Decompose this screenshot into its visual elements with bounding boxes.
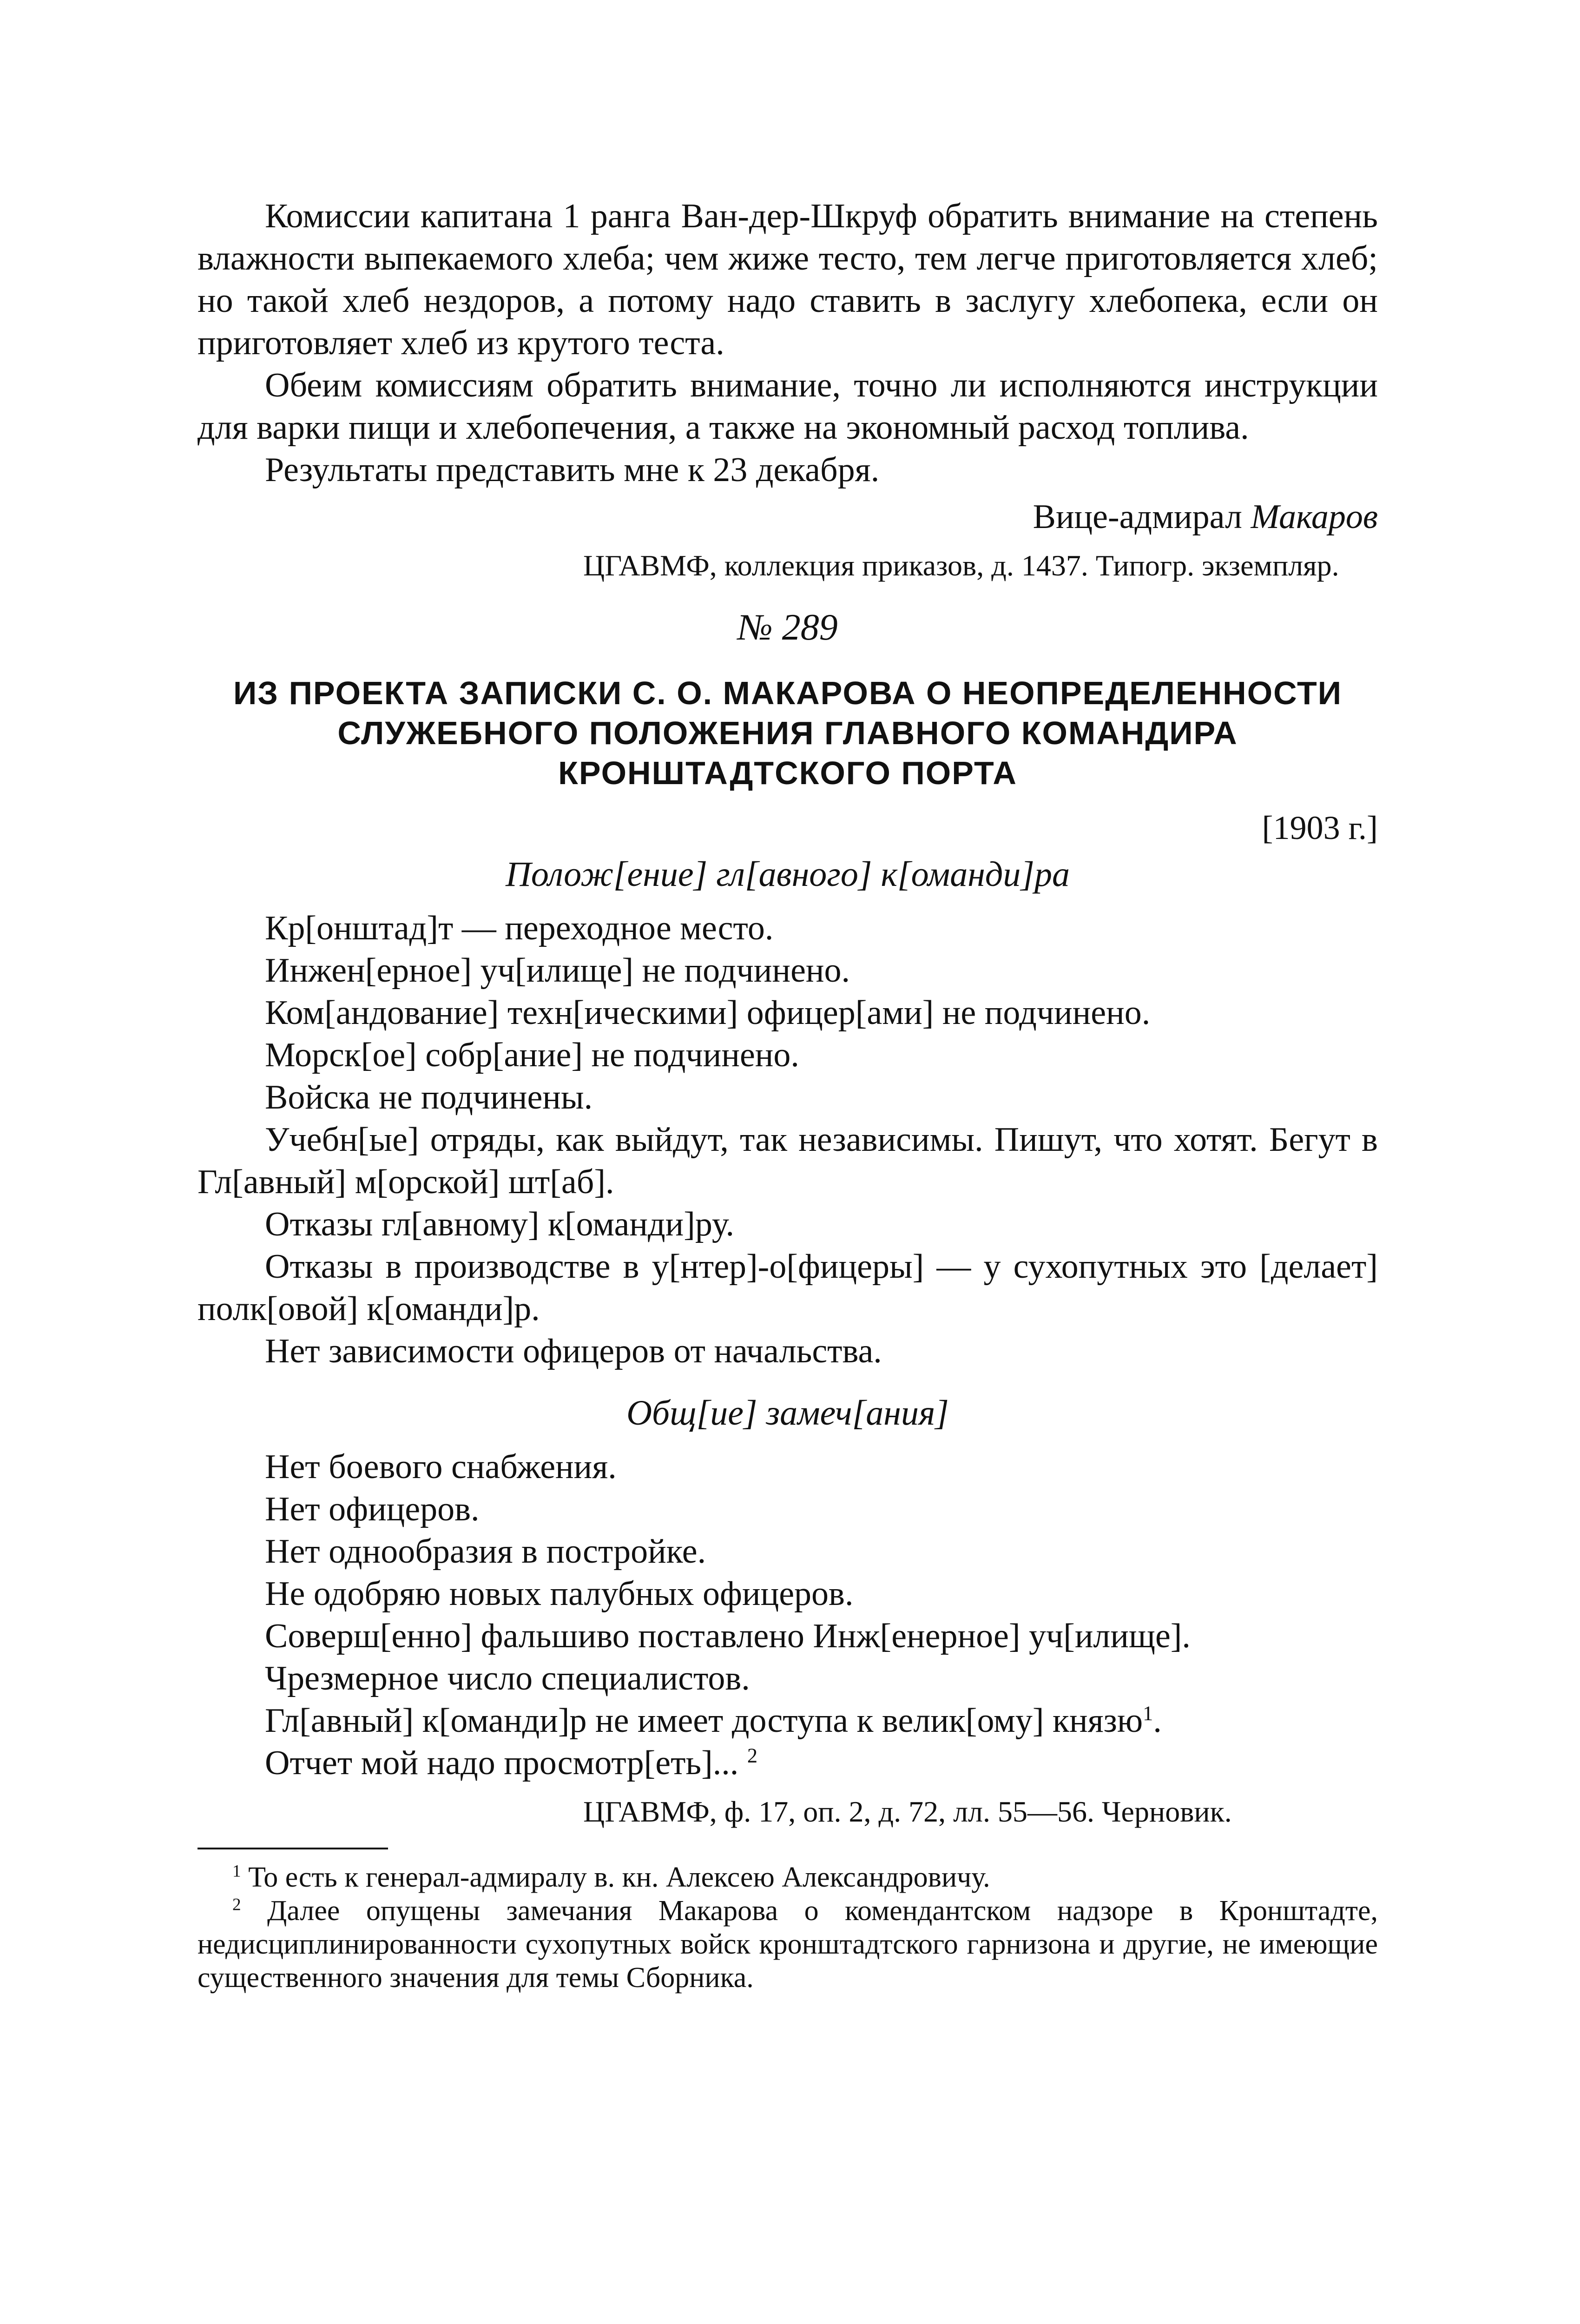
- archive-source-2: ЦГАВМФ, ф. 17, оп. 2, д. 72, лл. 55—56. Черновик.: [583, 1795, 1232, 1828]
- section-1-line: Инжен[ерное] уч[илище] не подчинено.: [265, 951, 850, 990]
- document-date: [1903 г.]: [1262, 809, 1378, 846]
- archive-source-1: ЦГАВМФ, коллекция приказов, д. 1437. Типогр. экземпляр.: [583, 549, 1339, 582]
- document-title: [198, 673, 1378, 793]
- section-1-paragraph: Отказы в производстве в у[нтер]-о[фицеры] — у сухопутных это [делает] полк[овой] к[оманди]р.: [198, 1248, 1378, 1328]
- section-2-line: Нет боевого снабжения.: [265, 1448, 617, 1486]
- section-2-line: Не одобряю новых палубных офицеров.: [265, 1575, 854, 1613]
- section-1-line: Кр[онштад]т — переходное место.: [265, 909, 774, 947]
- section-1-line: Нет зависимости офицеров от начальства.: [265, 1332, 882, 1370]
- document-number: № 289: [737, 607, 838, 648]
- intro-section: [198, 195, 1378, 491]
- footnote-text: Далее опущены замечания Макарова о комендантском надзоре в Кронштадте, недисциплинированности сухопутных войск кронштадтского гарнизона и другие, не имеющие существенного значения для темы Сборника.: [198, 1895, 1378, 1994]
- intro-paragraph-1: Комиссии капитана 1 ранга Ван-дер-Шкруф обратить внимание на степень влажности выпекаемого хлеба; чем жиже тесто, тем легче приготовляется хлеб; но такой хлеб нездоров, а потому надо ставить в заслугу хлебопека, если он приготовляет хлеб из крутого теста.: [198, 197, 1378, 362]
- section-1-paragraph: Учебн[ые] отряды, как выйдут, так независимы. Пишут, что хотят. Бегут в Гл[авный] м[орской] шт[аб].: [198, 1121, 1378, 1201]
- footnote-text: То есть к генерал-адмиралу в. кн. Алексею Александровичу.: [241, 1862, 990, 1893]
- section-1-line: Морск[ое] собр[ание] не подчинено.: [265, 1036, 799, 1074]
- footnote-mark: 1: [232, 1862, 241, 1881]
- section-2-line-text: Гл[авный] к[оманди]р не имеет доступа к велик[ому] князю: [265, 1702, 1143, 1740]
- section-2-line: Соверш[енно] фальшиво поставлено Инж[енерное] уч[илище].: [265, 1617, 1191, 1655]
- footnote-1: [198, 1861, 1378, 1894]
- footnote-mark: 2: [232, 1895, 241, 1915]
- title-line-1: ИЗ ПРОЕКТА ЗАПИСКИ С. О. МАКАРОВА О НЕОПРЕДЕЛЕННОСТИ: [233, 675, 1343, 711]
- footnote-2: [198, 1894, 1378, 1994]
- signature: [198, 496, 1378, 538]
- footnote-ref-1: 1: [1143, 1701, 1153, 1725]
- section-heading-2: Общ[ие] замеч[ания]: [626, 1393, 949, 1433]
- signature-rank: Вице-адмирал: [1033, 498, 1251, 536]
- section-2-line: [198, 1742, 1378, 1784]
- section-1: [198, 907, 1378, 1373]
- footnotes: [198, 1861, 1378, 1994]
- footnote-ref-2: 2: [747, 1743, 758, 1767]
- section-1-line: Войска не подчинены.: [265, 1078, 593, 1116]
- section-2-line-text: Отчет мой надо просмотр[еть]...: [265, 1744, 747, 1782]
- section-2-line-end: .: [1153, 1702, 1162, 1740]
- title-line-3: КРОНШТАДТСКОГО ПОРТА: [558, 755, 1017, 791]
- section-2-line: Чрезмерное число специалистов.: [265, 1659, 750, 1697]
- intro-paragraph-2: Обеим комиссиям обратить внимание, точно ли исполняются инструкции для варки пищи и хлебопечения, а также на экономный расход топлива.: [198, 366, 1378, 447]
- section-2-line: Нет однообразия в постройке.: [265, 1532, 706, 1571]
- section-heading-1: Полож[ение] гл[авного] к[оманди]ра: [506, 855, 1070, 894]
- section-2: [198, 1446, 1378, 1784]
- section-1-line: Ком[андование] техн[ическими] офицер[ами] не подчинено.: [265, 994, 1151, 1032]
- text-column: [198, 195, 1378, 1994]
- intro-paragraph-3: Результаты представить мне к 23 декабря.: [265, 451, 880, 489]
- section-2-line: Нет офицеров.: [265, 1490, 480, 1528]
- footnote-divider: [198, 1848, 388, 1849]
- title-line-2: СЛУЖЕБНОГО ПОЛОЖЕНИЯ ГЛАВНОГО КОМАНДИРА: [337, 715, 1238, 751]
- section-2-line: [198, 1700, 1378, 1742]
- section-1-line: Отказы гл[авному] к[оманди]ру.: [265, 1205, 734, 1243]
- signature-name: Макаров: [1251, 498, 1378, 536]
